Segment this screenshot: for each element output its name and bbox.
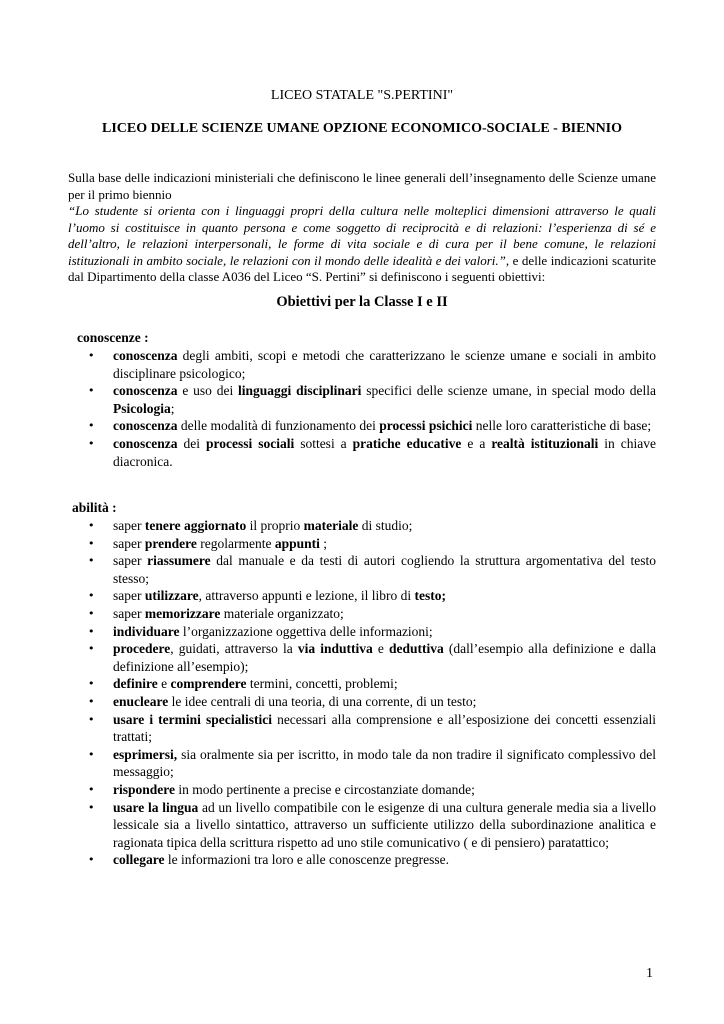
item-text: e (372, 641, 389, 657)
bullet-icon: • (88, 384, 95, 398)
item-text: saper (113, 535, 145, 551)
item-text: e uso dei (177, 383, 239, 399)
emphasis-text: usare i termini specialistici (113, 711, 272, 727)
item-text: specifici delle scienze umane, in special modo della (361, 383, 656, 399)
intro-paragraph (68, 170, 656, 286)
emphasis-text: conoscenza (113, 418, 178, 434)
item-text: degli ambiti, scopi e metodi che caratterizzano le scienze umane e sociali in ambito disciplinare psicologico; (113, 348, 656, 381)
item-text: saper (113, 588, 145, 604)
item-text: necessari alla comprensione e all’esposizione dei concetti essenziali trattati; (113, 711, 656, 745)
list-item (88, 535, 656, 553)
item-text: l’organizzazione oggettiva delle informazioni; (179, 623, 433, 639)
emphasis-text: testo; (414, 588, 447, 604)
item-text: in modo pertinente a precise e circostanziate domande; (175, 781, 475, 797)
bullet-icon: • (88, 712, 95, 726)
list-item (88, 623, 656, 641)
item-text: sottesi a (294, 435, 353, 451)
conoscenze-list (88, 347, 656, 470)
intro-quote: “Lo studente si orienta con i linguaggi propri della cultura nelle molteplici dimensioni attraverso le quali l’uomo si costituisce in quanto persona e come soggetto di reciprocità e di relazioni: l’esperienza di sé e dell’altro, le relazioni interpersonali, le forme di vita sociale e di cura per il bene comune, le relazioni istituzionali in ambito sociale, le relazioni con il mondo delle idealità e dei valori.” (68, 203, 656, 268)
item-text: saper (113, 605, 145, 621)
bullet-icon: • (88, 554, 95, 568)
bullet-icon: • (88, 436, 95, 450)
emphasis-text: prendere (144, 535, 197, 551)
emphasis-text: linguaggi disciplinari (238, 383, 362, 399)
bullet-icon: • (88, 624, 95, 638)
item-text: le informazioni tra loro e alle conoscenze pregresse. (164, 852, 449, 868)
item-text: , attraverso appunti e lezione, il libro di (198, 588, 415, 604)
list-item (88, 851, 656, 869)
list-item (88, 605, 656, 623)
item-text: (dall’esempio alla definizione e dalla definizione all’esempio); (113, 641, 656, 674)
item-text: ; (170, 400, 175, 416)
emphasis-text: rispondere (113, 781, 176, 797)
emphasis-text: enucleare (113, 693, 169, 709)
bullet-icon: • (88, 536, 95, 550)
item-text: le idee centrali di una teoria, di una corrente, di un testo; (168, 693, 477, 709)
list-item (88, 640, 656, 675)
bullet-icon: • (88, 782, 95, 796)
emphasis-text: individuare (113, 623, 180, 639)
emphasis-text: memorizzare (144, 605, 221, 621)
school-name: LICEO STATALE "S.PERTINI" (270, 88, 454, 103)
list-item (88, 517, 656, 535)
emphasis-text: tenere aggiornato (144, 518, 247, 533)
emphasis-text: deduttiva (389, 641, 444, 657)
list-item (88, 781, 656, 799)
item-text: saper (113, 553, 148, 569)
list-item (88, 435, 656, 470)
list-item (88, 675, 656, 693)
emphasis-text: definire (113, 676, 158, 692)
course-title: LICEO DELLE SCIENZE UMANE OPZIONE ECONOMICO-SOCIALE - BIENNIO (101, 121, 623, 136)
bullet-icon: • (88, 694, 95, 708)
item-text: di studio; (358, 518, 413, 533)
emphasis-text: conoscenza (113, 435, 178, 451)
emphasis-text: materiale (303, 518, 359, 533)
bullet-icon: • (88, 747, 95, 761)
item-text: ad un livello compatibile con le esigenze di una cultura generale media sia a livello lessicale sia a livello sintattico, attraverso un sufficiente utilizzo della subordinazione analitica e ragionata tipica della scrittura rispetto ad uno stile comunicativo ( e di pensiero) paratattico; (113, 799, 656, 850)
emphasis-text: riassumere (147, 553, 211, 569)
bullet-icon: • (88, 642, 95, 656)
list-item (88, 417, 656, 435)
item-text: e a (461, 435, 492, 451)
intro-text-continuation: , e delle indicazioni scaturite dal Dipartimento della classe A036 del Liceo “S. Pertini” si definiscono i seguenti obiettivi: (68, 252, 656, 284)
item-text: , guidati, attraverso la (170, 641, 298, 657)
bullet-icon: • (88, 606, 95, 620)
bullet-icon: • (88, 419, 95, 433)
item-text: regolarmente (196, 535, 275, 551)
item-text: nelle loro caratteristiche di base; (472, 418, 652, 434)
emphasis-text: esprimersi, (113, 746, 178, 762)
emphasis-text: realtà istituzionali (491, 435, 599, 451)
bullet-icon: • (88, 519, 95, 532)
abilita-list (88, 517, 656, 869)
emphasis-text: procedere (113, 641, 171, 657)
list-item (88, 552, 656, 587)
item-text: in chiave diacronica. (113, 435, 656, 469)
emphasis-text: usare la lingua (113, 799, 199, 815)
bullet-icon: • (88, 800, 95, 814)
emphasis-text: utilizzare (144, 588, 199, 604)
page-number: 1 (646, 966, 653, 981)
item-text: sia oralmente sia per iscritto, in modo tale da non tradire il significato complessivo del messaggio; (113, 746, 656, 780)
item-text: il proprio (246, 518, 304, 533)
item-text: dal manuale e da testi di autori cogliendo la struttura argomentativa del testo stesso; (113, 553, 657, 586)
item-text: dei (177, 435, 206, 451)
list-item (88, 799, 656, 852)
bullet-icon: • (88, 589, 95, 603)
abilita-heading: abilità : (72, 500, 117, 515)
list-item (88, 693, 656, 711)
bullet-icon: • (88, 677, 95, 691)
item-text: saper (113, 518, 145, 533)
item-text: materiale organizzato; (220, 605, 344, 621)
item-text: delle modalità di funzionamento dei (177, 418, 380, 434)
list-item (88, 587, 656, 605)
list-item (88, 347, 656, 382)
list-item (88, 746, 656, 781)
item-text: ; (319, 535, 327, 551)
list-item (88, 382, 656, 417)
emphasis-text: comprendere (170, 676, 247, 692)
conoscenze-heading: conoscenze : (77, 330, 149, 345)
item-text: termini, concetti, problemi; (246, 676, 398, 692)
emphasis-text: conoscenza (113, 348, 178, 363)
emphasis-text: Psicologia (113, 400, 171, 416)
emphasis-text: via induttiva (297, 641, 373, 657)
item-text: e (157, 676, 171, 692)
bullet-icon: • (88, 853, 95, 867)
emphasis-text: appunti (274, 535, 320, 551)
emphasis-text: collegare (113, 852, 165, 868)
emphasis-text: pratiche educative (352, 435, 462, 451)
emphasis-text: conoscenza (113, 383, 178, 399)
list-item (88, 711, 656, 746)
bullet-icon: • (88, 349, 95, 362)
objectives-title: Obiettivi per la Classe I e II (276, 294, 448, 310)
emphasis-text: processi sociali (205, 435, 295, 451)
intro-text: Sulla base delle indicazioni ministeriali che definiscono le linee generali dell’insegnamento delle Scienze umane per il primo biennio (68, 170, 656, 202)
emphasis-text: processi psichici (379, 418, 473, 434)
